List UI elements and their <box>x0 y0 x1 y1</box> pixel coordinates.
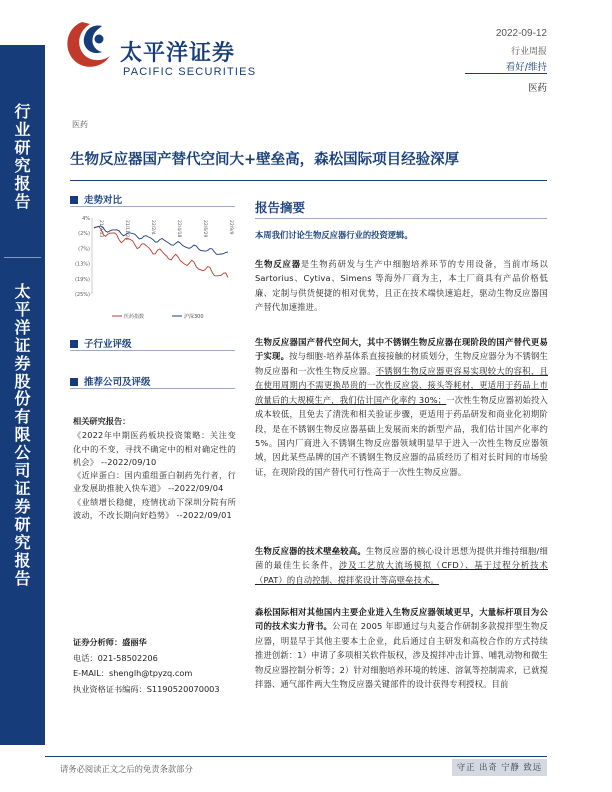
footer-divider <box>45 756 547 757</box>
band-char: 有 <box>14 407 31 427</box>
industry-rating-divider <box>70 350 235 351</box>
square-bullet-icon <box>70 196 78 204</box>
abstract-intro: 本周我们讨论生物反应器行业的投资逻辑。 <box>255 230 413 240</box>
industry-rating: 看好/维持 <box>505 62 547 73</box>
analyst-license: 执业资格证书编码：S1190520070003 <box>73 683 220 694</box>
abstract-paragraph-3: 生物反应器的技术壁垒较高。生物反应器的核心设计思想为提供并维持细胞/细菌的最佳生长条件，涉及工艺放大流场模拟（CFD）、基于过程分析技术（PAT）的自动控制、搅拌桨设计等高壁垒技术。 <box>255 546 548 585</box>
band-char: 券 <box>14 353 31 373</box>
y-tick-label: (19%) <box>74 276 90 283</box>
x-tick-label: 22/2/4 <box>150 220 155 235</box>
abstract-paragraph-2: 生物反应器国产替代空间大，其中不锈钢生物反应器在现阶段的国产替代更易于实现。按与细胞-培养基体系直接接触的材质划分，生物反应器分为不锈钢生物反应器和一次性生物反应器。不锈钢生物反应器更容易实现较大的容积，且在使用周期内不需更换昂贵的一次性反应袋、接头等耗材，更适用于药品上市放量后的大规模生产，我们估计国产化率约 30%；一次性生物反应器初始投入成本较低，且免去了清洗和相关验证步骤，更适用于药品研发和商业化初期阶段，是在不锈钢生物反应器基础上发展而来的新型产品，我们估计国产化率约 5%。国内厂商进入不锈钢生物反应器领域明显早于进入一次性生物反应器领域，因此某些品牌的国产不锈钢生物反应器的品质经历了相对长时间的市场验证，在现阶段的国产替代可行性高于一次性生物反应器。 <box>255 337 548 477</box>
sector-label: 医药 <box>72 120 88 129</box>
related-report-item[interactable]: 《业绩增长稳健，疫情扰动下深圳分院有所波动，不改长期向好趋势》 --2022/09/01 <box>73 496 236 520</box>
square-bullet-icon <box>70 378 78 386</box>
analyst-line: 证券分析师：盛丽华 <box>73 637 147 647</box>
related-reports-heading: 相关研究报告： <box>73 416 131 426</box>
analyst-info <box>73 635 243 697</box>
band-char: 平 <box>14 299 31 319</box>
footer-motto: 守正 出奇 宁静 致远 <box>452 759 547 776</box>
band-text-company <box>0 283 45 587</box>
band-char: 股 <box>14 371 31 391</box>
stock-rating-section-title: 推荐公司及评级 <box>70 374 151 388</box>
x-tick-label: 21/11/24 <box>124 220 129 241</box>
band-char: 告 <box>14 568 31 588</box>
band-text-report-type <box>0 103 45 210</box>
left-band <box>0 45 45 745</box>
abstract-paragraph-1: 生物反应器是生物药研发与生产中细胞培养环节的专用设备，当前市场以 Sartorius、Cytiva、Simens 等海外厂商为主，本土厂商具有产品价格低廉、定制与供货便捷的相对优势，且正在技术端快速追赶，驱动生物反应器国产替代加速推进。 <box>255 259 548 313</box>
band-char: 洋 <box>14 317 31 337</box>
header-sector: 医药 <box>527 83 547 94</box>
band-char: 司 <box>14 461 31 481</box>
pacific-logo-icon <box>62 20 114 70</box>
y-tick-label: (2%) <box>78 231 90 238</box>
report-date: 2022-09-12 <box>495 28 547 39</box>
band-char: 证 <box>14 335 31 355</box>
band-divider <box>4 257 41 258</box>
industry-rating-section-title: 子行业评级 <box>70 336 132 350</box>
analyst-name: 盛丽华 <box>122 637 147 647</box>
y-tick-label: (13%) <box>74 261 90 268</box>
y-tick-label: 4% <box>82 216 90 222</box>
header-divider <box>465 73 547 74</box>
abstract-divider <box>255 218 547 219</box>
legend-label: 医药指数 <box>124 314 145 320</box>
band-char: 限 <box>14 425 31 445</box>
band-char: 行 <box>14 102 31 121</box>
y-tick-label: (7%) <box>78 246 90 253</box>
band-char: 业 <box>14 119 31 139</box>
y-tick-label: (25%) <box>74 292 90 298</box>
band-char: 报 <box>14 550 31 570</box>
brand-name-cn: 太平洋证券 <box>120 41 236 66</box>
analyst-email[interactable]: E-MAIL：shenglh@tpyzq.com <box>73 668 193 679</box>
analyst-phone: 电话：021-58502206 <box>73 652 158 663</box>
trend-divider <box>70 206 235 207</box>
band-char: 份 <box>14 389 31 409</box>
band-char: 研 <box>14 137 31 157</box>
band-char: 券 <box>14 496 31 516</box>
band-char: 报 <box>14 173 31 193</box>
band-char: 公 <box>14 443 31 463</box>
x-tick-label: 21/9/13 <box>98 220 103 238</box>
x-tick-label: 22/9/9 <box>228 220 233 235</box>
trend-chart-svg <box>70 210 235 328</box>
title-divider <box>70 180 547 181</box>
stock-rating-divider <box>70 388 235 389</box>
legend-label: 沪深300 <box>184 314 204 320</box>
band-char: 究 <box>14 155 31 175</box>
x-tick-label: 22/6/29 <box>202 220 207 238</box>
square-bullet-icon <box>70 340 78 348</box>
related-reports <box>73 415 236 522</box>
band-char: 研 <box>14 514 31 534</box>
band-char: 究 <box>14 532 31 552</box>
report-type: 行业周报 <box>510 47 547 57</box>
x-tick-label: 22/4/18 <box>176 220 181 238</box>
footer-disclaimer: 请务必阅读正文之后的免责条款部分 <box>60 764 193 774</box>
related-report-item[interactable]: 《近岸蛋白：国内重组蛋白制药先行者，行业发展助推驶入快车道》 --2022/09/04 <box>73 470 236 494</box>
abstract-paragraph-4: 森松国际相对其他国内主要企业进入生物反应器领域更早，大量标杆项目为公司的技术实力背书。公司在 2005 年即通过与丸菱合作研制多款搅拌型生物反应器，明显早于其他主要本土企业，此后通过自主研发和高校合作的方式持续推进创新：1）申请了多项相关软件版权，涉及搅拌冲击计算、哺乳动物和微生物反应器控制分析等；2）针对细胞培养环境的转速、溶氧等控制需求，已就搅拌器、通气部件两大生物反应器关键部件的设计获得专利授权。目前 <box>255 607 548 690</box>
trend-chart <box>70 210 235 328</box>
band-char: 太 <box>14 282 31 301</box>
page-title: 生物反应器国产替代空间大+壁垒高，森松国际项目经验深厚 <box>70 151 460 168</box>
brand-name-en: PACIFIC SECURITIES <box>123 66 257 78</box>
band-char: 告 <box>14 191 31 211</box>
band-char: 证 <box>14 478 31 498</box>
trend-section-title: 走势对比 <box>70 192 122 206</box>
related-report-item[interactable]: 《2022年中期医药板块投资策略：关注变化中的不变，寻找不确定中的相对确定性的机会》 --2022/09/10 <box>73 430 236 467</box>
abstract-title: 报告摘要 <box>255 200 306 215</box>
